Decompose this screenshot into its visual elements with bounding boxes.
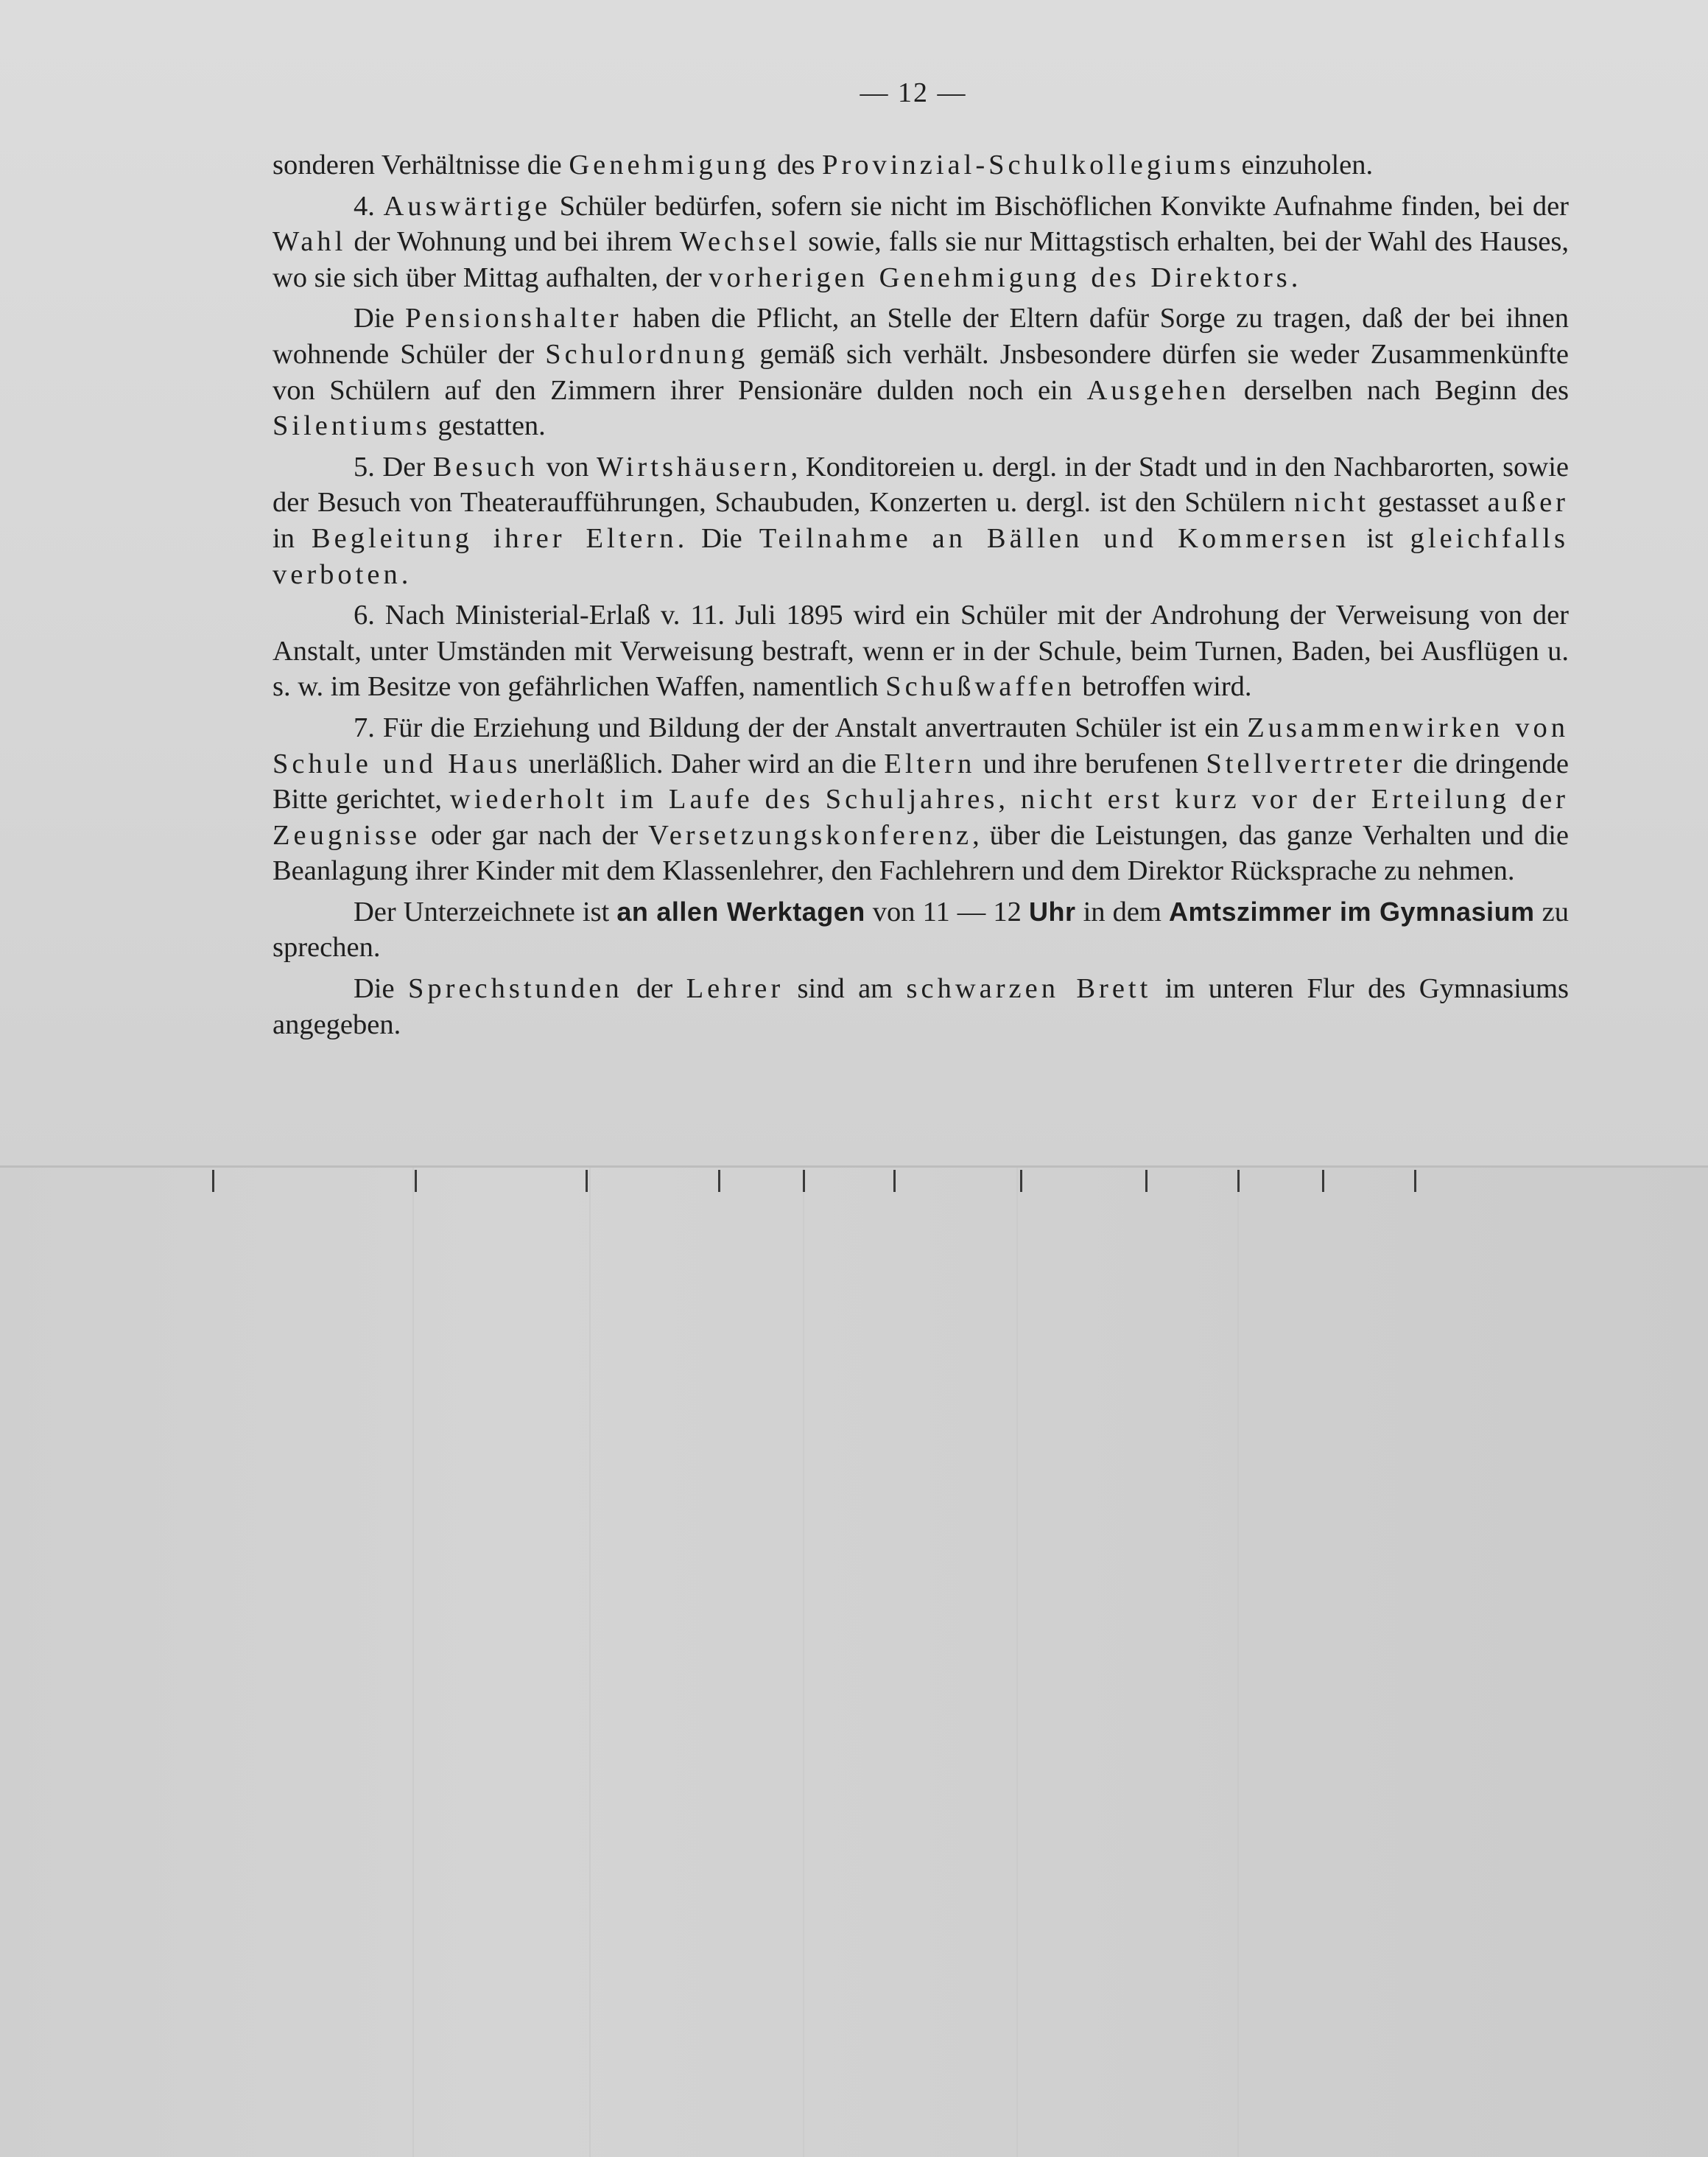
ruler-tick — [1322, 1170, 1324, 1192]
ruler-tick — [893, 1170, 896, 1192]
paragraph-5: 5. Der Besuch von Wirtshäusern, Konditoreien u. dergl. in der Stadt und in den Nachbarorten, sowie der Besuch von Theateraufführungen, Schaubuden, Konzerten u. dergl. ist den Schülern nicht gestasset außer in Begleitung ihrer Eltern. Die Teilnahme an Bällen und Kommersen ist gleichfalls verboten. — [273, 451, 1569, 590]
scan-streak — [803, 1168, 804, 2157]
paragraph-6: 6. Nach Ministerial-Erlaß v. 11. Juli 1895 wird ein Schüler mit der Androhung der Verweisung von der Anstalt, unter Umständen mit Verweisung bestraft, wenn er in der Schule, beim Turnen, Baden, bei Ausflügen u. s. w. im Besitze von gefährlichen Waffen, namentlich Schußwaffen betroffen wird. — [273, 600, 1569, 703]
ruler-tick — [415, 1170, 417, 1192]
scan-streak — [412, 1168, 414, 2157]
paragraph-teacher-hours: Die Sprechstunden der Lehrer sind am schwarzen Brett im unteren Flur des Gymnasiums angegeben. — [273, 973, 1569, 1040]
ruler-tick — [1414, 1170, 1416, 1192]
paragraph-pensionshalter: Die Pensionshalter haben die Pflicht, an Stelle der Eltern dafür Sorge zu tragen, daß der bei ihnen wohnende Schüler der Schulordnung gemäß sich verhält. Jnsbesondere dürfen sie weder Zusammenkünfte von Schülern auf den Zimmern ihrer Pensionäre dulden noch ein Ausgehen derselben nach Beginn des Silentiums gestatten. — [273, 303, 1569, 442]
paragraph-7: 7. Für die Erziehung und Bildung der der Anstalt anvertrauten Schüler ist ein Zusammenwirken von Schule und Haus unerläßlich. Daher wird an die Eltern und ihre berufenen Stellvertreter die dringende Bitte gerichtet, wiederholt im Laufe des Schuljahres, nicht erst kurz vor der Erteilung der Zeugnisse oder gar nach der Versetzungskonferenz, über die Leistungen, das ganze Verhalten und die Beanlagung ihrer Kinder mit dem Klassenlehrer, den Fachlehrern und dem Direktor Rücksprache zu nehmen. — [273, 712, 1570, 887]
paragraph-4: 4. Auswärtige Schüler bedürfen, sofern sie nicht im Bischöflichen Konvikte Aufnahme finden, bei der Wahl der Wohnung und bei ihrem Wechsel sowie, falls sie nur Mittagstisch erhalten, bei der Wahl des Hauses, wo sie sich über Mittag aufhalten, der vorherigen Genehmigung des Direktors. — [273, 190, 1569, 293]
fold-line — [0, 1165, 1708, 1168]
ruler-tick — [1020, 1170, 1022, 1192]
scan-streak — [1016, 1168, 1018, 2157]
ruler-tick — [1145, 1170, 1148, 1192]
ruler-tick — [803, 1170, 805, 1192]
body-text — [273, 147, 1569, 1048]
page-lower-blank-area — [0, 1168, 1708, 2157]
page-number: — 12 — — [860, 77, 967, 108]
ruler-tick — [718, 1170, 720, 1192]
ruler-tick — [586, 1170, 588, 1192]
ruler-tick — [212, 1170, 214, 1192]
ruler-tick — [1237, 1170, 1240, 1192]
paragraph-continuation: sonderen Verhältnisse die Genehmigung des Provinzial-Schulkollegiums einzuholen. — [273, 150, 1374, 180]
paragraph-office-hours: Der Unterzeichnete ist an allen Werktagen von 11 — 12 Uhr in dem Amtszimmer im Gymnasium zu sprechen. — [273, 896, 1569, 964]
scan-streak — [1237, 1168, 1239, 2157]
scan-streak — [589, 1168, 591, 2157]
